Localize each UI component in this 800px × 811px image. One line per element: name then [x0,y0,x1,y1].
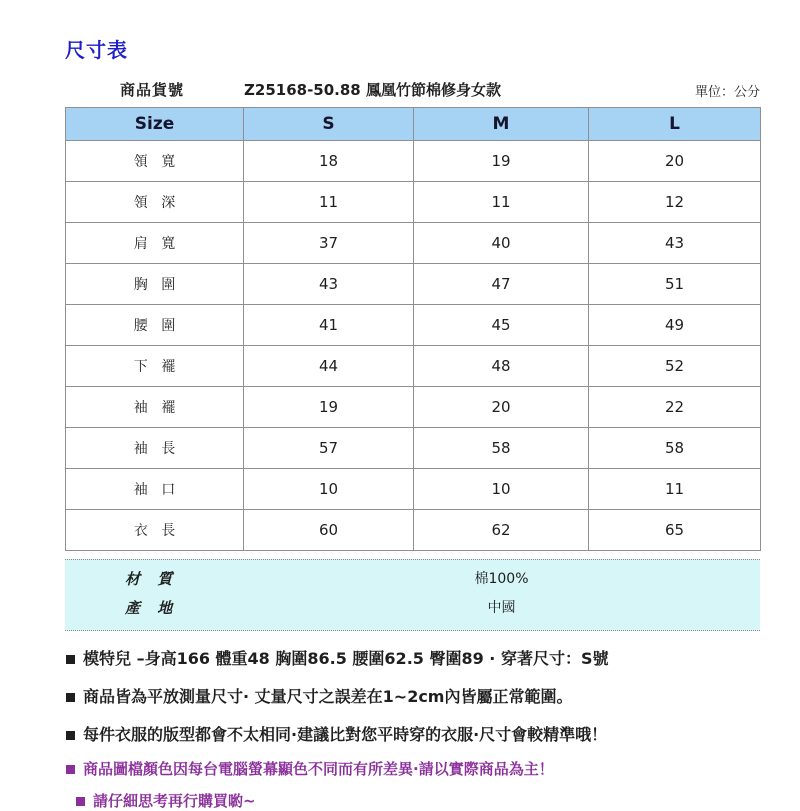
square-bullet-icon [66,765,75,774]
cell-value: 58 [589,428,761,469]
cell-value: 47 [414,264,589,305]
table-row [66,305,761,346]
row-label: 袖 口 [66,469,244,510]
column-header-s: S [244,108,414,141]
row-label: 腰 圍 [66,305,244,346]
table-row [66,223,761,264]
note-think-before-buy [75,791,775,811]
origin-label: 產 地 [125,599,173,617]
notes-section [65,649,775,811]
product-info-row [65,79,760,100]
column-header-m: M [414,108,589,141]
square-bullet-icon [66,731,75,740]
cell-value: 60 [244,510,414,551]
table-row [66,141,761,182]
cell-value: 18 [244,141,414,182]
cell-value: 11 [414,182,589,223]
material-label: 材 質 [125,570,173,588]
size-table-header-row [66,108,761,141]
row-label: 領 寬 [66,141,244,182]
note-model-size [65,649,775,669]
cell-value: 48 [414,346,589,387]
cell-value: 37 [244,223,414,264]
column-header-l: L [589,108,761,141]
cell-value: 20 [414,387,589,428]
note-fit-advice [65,725,775,745]
material-value: 棉100% [474,571,529,587]
table-row [66,469,761,510]
cell-value: 11 [589,469,761,510]
note-text: 請仔細思考再行購買喲~ [93,792,256,810]
table-row [66,346,761,387]
row-label: 下 襬 [66,346,244,387]
origin-value: 中國 [487,600,516,616]
cell-value: 49 [589,305,761,346]
note-measure-tolerance [65,687,775,707]
cell-value: 41 [244,305,414,346]
cell-value: 45 [414,305,589,346]
row-label: 衣 長 [66,510,244,551]
unit-label: 單位：公分 [694,85,760,100]
square-bullet-icon [76,797,85,806]
page-title: 尺寸表 [65,38,128,62]
origin-row [65,594,760,623]
row-label: 胸 圍 [66,264,244,305]
cell-value: 51 [589,264,761,305]
cell-value: 58 [414,428,589,469]
note-text: 商品皆為平放測量尺寸· 丈量尺寸之誤差在1~2cm內皆屬正常範圍。 [83,687,573,706]
row-label: 肩 寬 [66,223,244,264]
cell-value: 19 [244,387,414,428]
table-row [66,387,761,428]
square-bullet-icon [66,693,75,702]
square-bullet-icon [66,655,75,664]
material-origin-box [65,559,760,631]
product-code-label: 商品貨號 [120,81,185,99]
cell-value: 10 [244,469,414,510]
row-label: 領 深 [66,182,244,223]
cell-value: 10 [414,469,589,510]
note-text: 每件衣服的版型都會不太相同·建議比對您平時穿的衣服·尺寸會較精準哦！ [83,725,608,744]
note-text: 商品圖檔顏色因每台電腦螢幕顯色不同而有所差異·請以實際商品為主！ [83,760,554,778]
cell-value: 22 [589,387,761,428]
row-label: 袖 襬 [66,387,244,428]
table-row [66,428,761,469]
cell-value: 43 [244,264,414,305]
cell-value: 19 [414,141,589,182]
cell-value: 11 [244,182,414,223]
product-name: Z25168-50.88 鳳凰竹節棉修身女款 [244,81,501,99]
note-text: 模特兒 –身高166 體重48 胸圍86.5 腰圍62.5 臀圍89 · 穿著尺寸：S號 [83,649,609,668]
row-label: 袖 長 [66,428,244,469]
table-row [66,264,761,305]
cell-value: 12 [589,182,761,223]
cell-value: 52 [589,346,761,387]
note-color-difference [65,759,775,779]
table-row [66,182,761,223]
cell-value: 20 [589,141,761,182]
cell-value: 65 [589,510,761,551]
material-row [65,565,760,594]
cell-value: 57 [244,428,414,469]
cell-value: 62 [414,510,589,551]
size-table [65,107,761,551]
cell-value: 44 [244,346,414,387]
cell-value: 43 [589,223,761,264]
column-header-size: Size [66,108,244,141]
cell-value: 40 [414,223,589,264]
table-row [66,510,761,551]
